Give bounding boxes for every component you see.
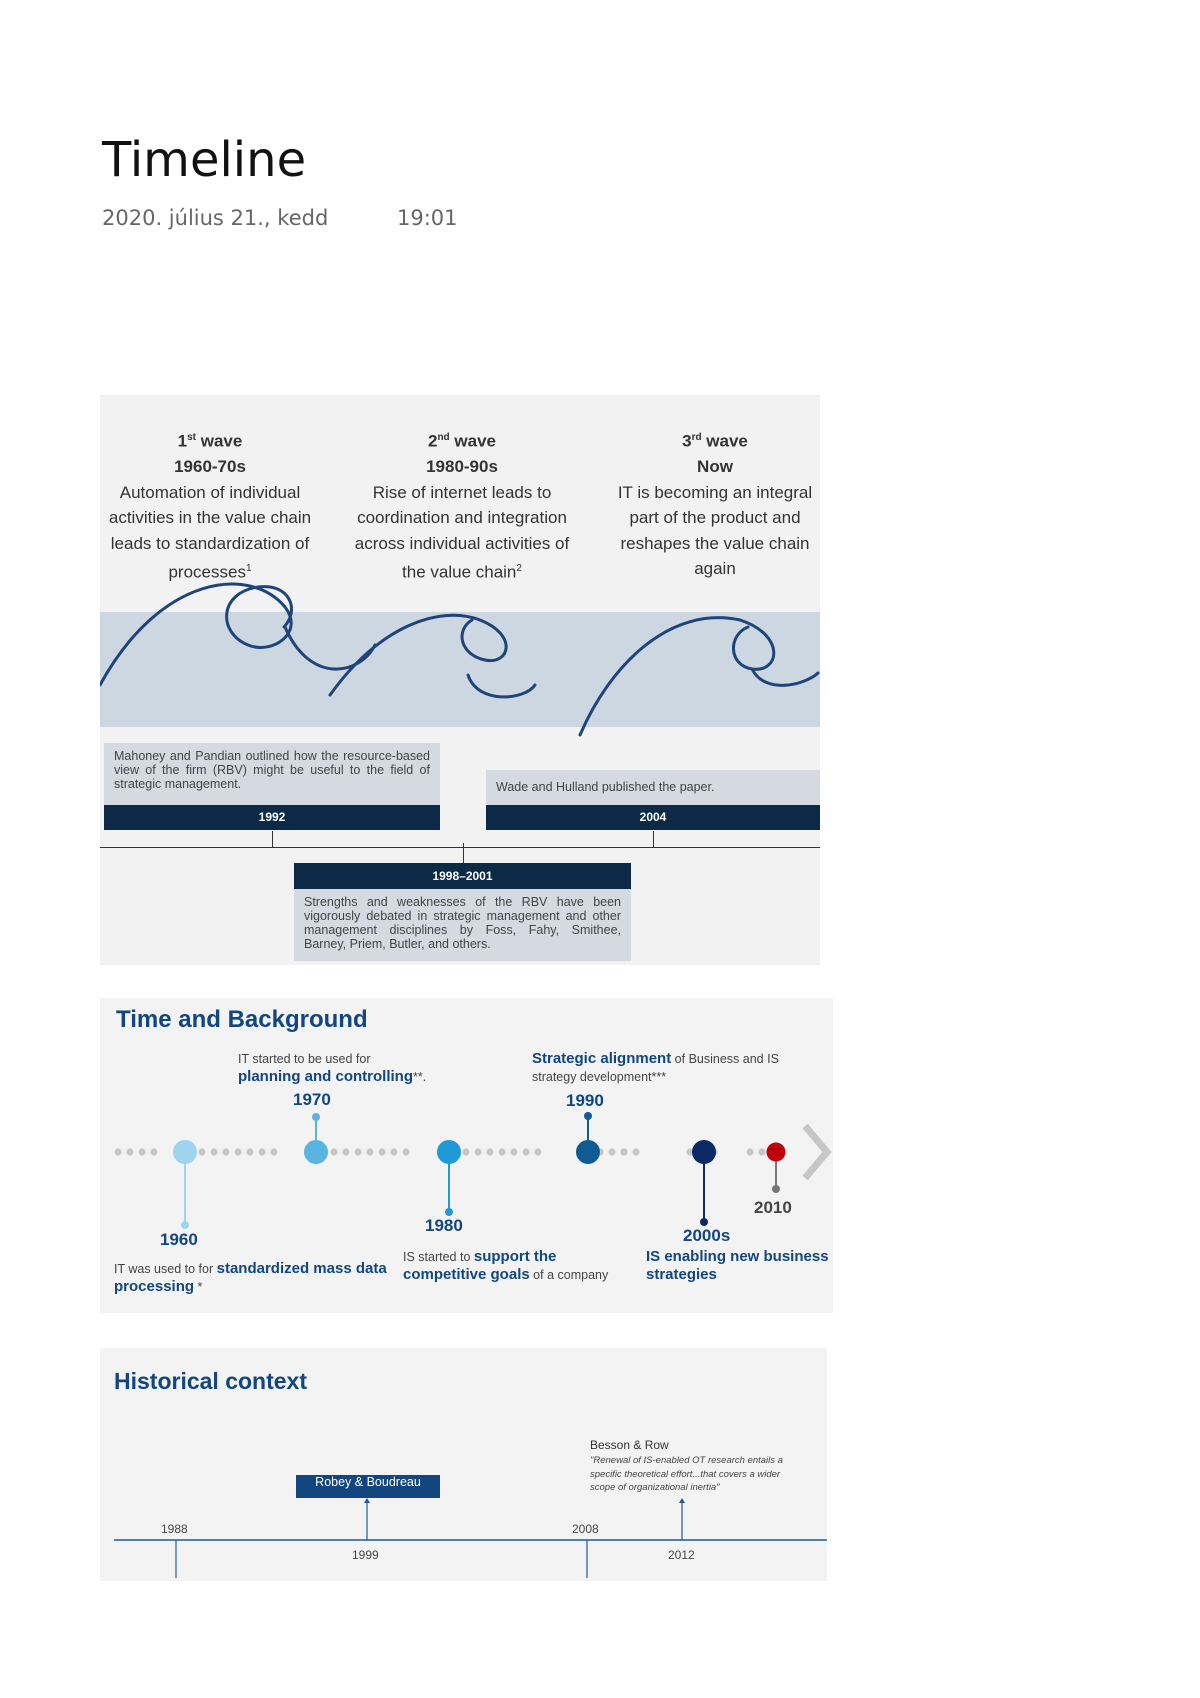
year-1960: 1960 — [160, 1230, 198, 1249]
year-2000s: 2000s — [683, 1226, 731, 1245]
historical-context-image — [100, 1348, 827, 1581]
waves-image — [100, 395, 820, 965]
time-background-image — [100, 998, 833, 1313]
rbv-tick-1998 — [463, 843, 464, 863]
wave-2-period: 1980-90s — [426, 457, 498, 477]
note-1970: IT started to be used for planning and controlling**. — [238, 1052, 427, 1085]
year-2012: 2012 — [668, 1548, 695, 1562]
year-2008: 2008 — [572, 1522, 599, 1536]
page-date: 2020. július 21., kedd — [102, 206, 329, 230]
wave-1-name: 1st wave — [177, 431, 243, 451]
note-1980: IS started to support the competitive goals of a company — [403, 1248, 609, 1283]
rbv-tick-2004 — [653, 831, 654, 847]
time-background-heading: Time and Background — [116, 1006, 368, 1033]
wave-1-period: 1960-70s — [174, 457, 246, 477]
milestone-1990 — [576, 1140, 600, 1164]
besson-row-quote: "Renewal of IS-enabled OT research entails a specific theoretical effort...that covers a wider scope of organizational inertia" — [590, 1455, 783, 1493]
page-time: 19:01 — [396, 206, 458, 230]
event-1992-text: Mahoney and Pandian outlined how the resource-based view of the firm (RBV) might be useful to the field of strategic management. — [104, 743, 440, 805]
wave-1 — [100, 425, 320, 585]
year-1990: 1990 — [566, 1091, 604, 1110]
wave-3-name: 3rd wave — [682, 431, 748, 451]
year-1980: 1980 — [425, 1216, 463, 1235]
event-2004-text: Wade and Hulland published the paper. — [486, 770, 820, 805]
event-2004-year: 2004 — [486, 805, 820, 830]
besson-row-author: Besson & Row — [590, 1438, 669, 1452]
milestone-2010 — [767, 1143, 786, 1162]
year-1970: 1970 — [293, 1090, 331, 1109]
rbv-tick-1992 — [272, 831, 273, 847]
event-1998-text: Strengths and weaknesses of the RBV have been vigorously debated in strategic management and other management disciplines by Foss, Fahy, Smithee, Barney, Priem, Butler, and others. — [294, 889, 631, 961]
wave-2 — [352, 425, 572, 585]
event-1998-year: 1998–2001 — [294, 863, 631, 889]
milestone-1970 — [304, 1140, 328, 1164]
year-1999: 1999 — [352, 1548, 379, 1562]
wave-3 — [605, 425, 820, 582]
year-2010: 2010 — [754, 1198, 792, 1217]
historical-context-heading: Historical context — [114, 1368, 307, 1394]
note-1990: Strategic alignment of Business and IS strategy development*** — [532, 1050, 779, 1084]
page-title: Timeline — [102, 132, 307, 188]
wave-1-description: Automation of individual activities in the value chain leads to standardization of processes$^1$ — [108, 482, 312, 582]
event-1992-year: 1992 — [104, 805, 440, 830]
note-2000s: IS enabling new business strategies — [646, 1248, 829, 1283]
wave-3-description: IT is becoming an integral part of the product and reshapes the value chain again — [617, 482, 813, 579]
milestone-1960 — [173, 1140, 197, 1164]
note-1960: IT was used to for standardized mass data processing * — [114, 1260, 387, 1295]
milestone-1980 — [437, 1140, 461, 1164]
robey-boudreau-label: Robey & Boudreau — [296, 1475, 440, 1498]
chevron-right-icon — [805, 1126, 827, 1178]
wave-2-description: Rise of internet leads to coordination and integration across individual activities of the value chain$^2$ — [354, 482, 570, 582]
page-timestamp — [102, 206, 458, 230]
rbv-timeline-axis — [100, 847, 820, 848]
wave-2-name: 2nd wave — [427, 431, 496, 451]
year-1988: 1988 — [161, 1522, 188, 1536]
wave-3-period: Now — [697, 457, 733, 477]
milestone-2000s — [692, 1140, 716, 1164]
